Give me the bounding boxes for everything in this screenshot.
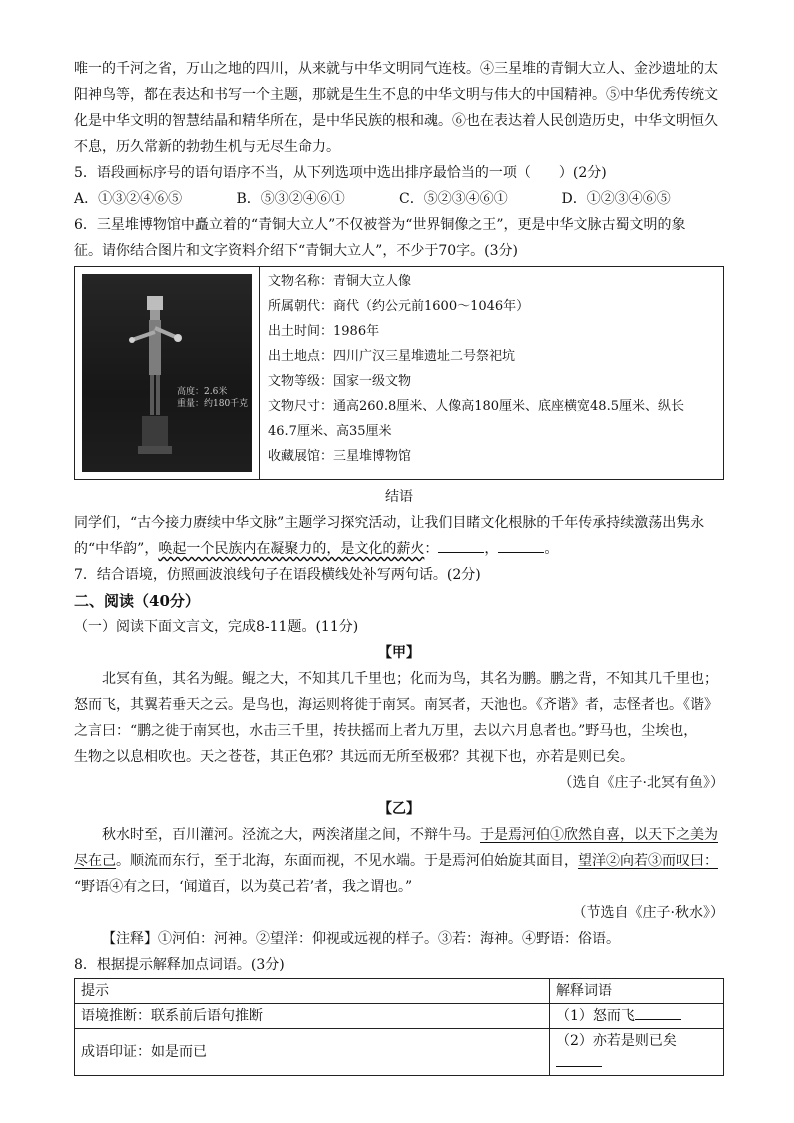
wavy-underlined-sentence: 唤起一个民族内在凝聚力的，是文化的薪火 <box>158 541 425 557</box>
passage-jia-line: 北冥有鱼，其名为鲲。鲲之大，不知其几千里也；化而为鸟，其名为鹏。鹏之背，不知其几千里也； <box>102 671 718 687</box>
option-a[interactable]: A．①③②④⑥⑤ <box>74 191 183 207</box>
question-5-options <box>74 186 724 212</box>
passage-yi-title: 【乙】 <box>378 801 420 817</box>
conclusion-line: 同学们，“古今接力赓续中华文脉”主题学习探究活动，让我们目睹文化根脉的千年传承持续激荡出隽永 <box>74 515 705 531</box>
passage-yi-source: （节选自《庄子·秋水》） <box>572 905 724 921</box>
section-2-title: 二、阅读（40分） <box>74 592 200 610</box>
option-b[interactable]: B．⑤③②④⑥① <box>236 191 345 207</box>
statue-figure-icon <box>120 288 190 463</box>
fill-blank-1[interactable] <box>438 538 484 553</box>
intro-line: 阳神鸟等，都在表达和书写一个主题，那就是生生不息的中华文明与伟大的中国精神。⑤中华优秀传统文 <box>74 87 718 103</box>
artifact-field: 出土地点：四川广汉三星堆遗址二号祭祀坑 <box>268 349 516 364</box>
passage-yi-line: 尽在己。顺流而东行，至于北海，东面而视，不见水端。于是焉河伯始旋其面目，望洋②向若③而叹曰： <box>74 853 718 869</box>
table-row <box>75 1004 724 1029</box>
artifact-field: 46.7厘米、高35厘米 <box>268 424 392 439</box>
header-explain: 解释词语 <box>550 979 724 1004</box>
passage-yi-line: 秋水时至，百川灌河。泾流之大，两涘渚崖之间，不辩牛马。于是焉河伯①欣然自喜，以天下之美为 <box>102 827 718 843</box>
passage-jia-source: （选自《庄子·北冥有鱼》） <box>558 775 724 791</box>
conclusion-title: 结语 <box>385 489 413 505</box>
artifact-field: 文物名称：青铜大立人像 <box>268 274 412 289</box>
option-c[interactable]: C．⑤②③④⑥① <box>399 191 508 207</box>
intro-line: 不息，历久常新的勃勃生机与无尽生命力。 <box>74 139 340 155</box>
underlined-sentence: 尽在己 <box>74 853 116 869</box>
artifact-field: 文物尺寸：通高260.8厘米、人像高180厘米、底座横宽48.5厘米、纵长 <box>268 399 684 414</box>
photo-caption: 高度：2.6米 重量：约180千克 <box>177 387 249 409</box>
table-header-row <box>75 979 724 1004</box>
intro-line: 化是中华文明的智慧结晶和精华所在，是中华民族的根和魂。⑥也在表达着人民创造历史，中华文明恒久 <box>74 113 718 129</box>
table-row <box>75 1029 724 1076</box>
question-6-line: 征。请你结合图片和文字资料介绍下“青铜大立人”，不少于70字。(3分) <box>74 243 518 259</box>
question-7-stem: 7．结合语境，仿照画波浪线句子在语段横线处补写两句话。(2分) <box>74 567 481 583</box>
answer-blank[interactable] <box>556 1052 602 1067</box>
passage-yi-line: “野语④有之曰，‘闻道百，以为莫己若’者，我之谓也。” <box>74 879 413 895</box>
artifact-fields <box>260 267 724 480</box>
artifact-field: 收藏展馆：三星堆博物馆 <box>268 449 412 464</box>
answer-cell[interactable]: （1）怒而飞 <box>550 1004 724 1029</box>
exam-page <box>74 56 724 1076</box>
passage-jia-line: 生物之以息相吹也。天之苍苍，其正色邪？其远而无所至极邪？其视下也，亦若是则已矣。 <box>74 749 634 765</box>
section-2-subtitle: （一）阅读下面文言文，完成8-11题。(11分) <box>74 619 359 635</box>
option-d[interactable]: D．①②③④⑥⑤ <box>561 191 671 207</box>
passage-jia-title: 【甲】 <box>378 645 420 661</box>
question-8-stem: 8．根据提示解释加点词语。(3分) <box>74 957 285 973</box>
fill-blank-2[interactable] <box>498 538 544 553</box>
artifact-field: 文物等级：国家一级文物 <box>268 374 412 389</box>
hint-cell: 语境推断：联系前后语句推断 <box>75 1004 550 1029</box>
hint-cell: 成语印证：如是而已 <box>75 1029 550 1076</box>
underlined-sentence: 望洋②向若③而叹曰： <box>578 853 718 869</box>
question-6-line: 6．三星堆博物馆中矗立着的“青铜大立人”不仅被誉为“世界铜像之王”，更是中华文脉古蜀文明的象 <box>74 217 686 233</box>
underlined-sentence: 于是焉河伯①欣然自喜，以天下之美为 <box>480 827 718 843</box>
artifact-field: 出土时间：1986年 <box>268 324 380 339</box>
question-8-table <box>74 978 724 1076</box>
header-hint: 提示 <box>75 979 550 1004</box>
passage-yi-notes: 【注释】①河伯：河神。②望洋：仰视或远视的样子。③若：海神。④野语：俗语。 <box>102 931 620 947</box>
artifact-field: 所属朝代：商代（约公元前1600～1046年） <box>268 299 530 314</box>
conclusion-line: 的“中华韵”，唤起一个民族内在凝聚力的，是文化的薪火： ， 。 <box>74 536 724 562</box>
answer-cell[interactable]: （2）亦若是则已矣 <box>550 1029 724 1076</box>
artifact-photo-cell <box>75 267 260 480</box>
question-5-stem: 5．语段画标序号的语句语序不当，从下列选项中选出排序最恰当的一项（ ）(2分) <box>74 165 607 181</box>
intro-line: 唯一的千河之省，万山之地的四川，从来就与中华文明同气连枝。④三星堆的青铜大立人、金沙遗址的太 <box>74 61 718 77</box>
bronze-statue-photo <box>82 274 252 472</box>
passage-jia-line: 怒而飞，其翼若垂天之云。是鸟也，海运则将徙于南冥。南冥者，天池也。《齐谐》者，志怪者也。《谐》 <box>74 697 718 713</box>
artifact-table <box>74 266 724 480</box>
passage-jia-line: 之言曰：“鹏之徙于南冥也，水击三千里，抟扶摇而上者九万里，去以六月息者也。”野马也，尘埃也， <box>74 723 698 739</box>
answer-blank[interactable] <box>635 1005 681 1020</box>
